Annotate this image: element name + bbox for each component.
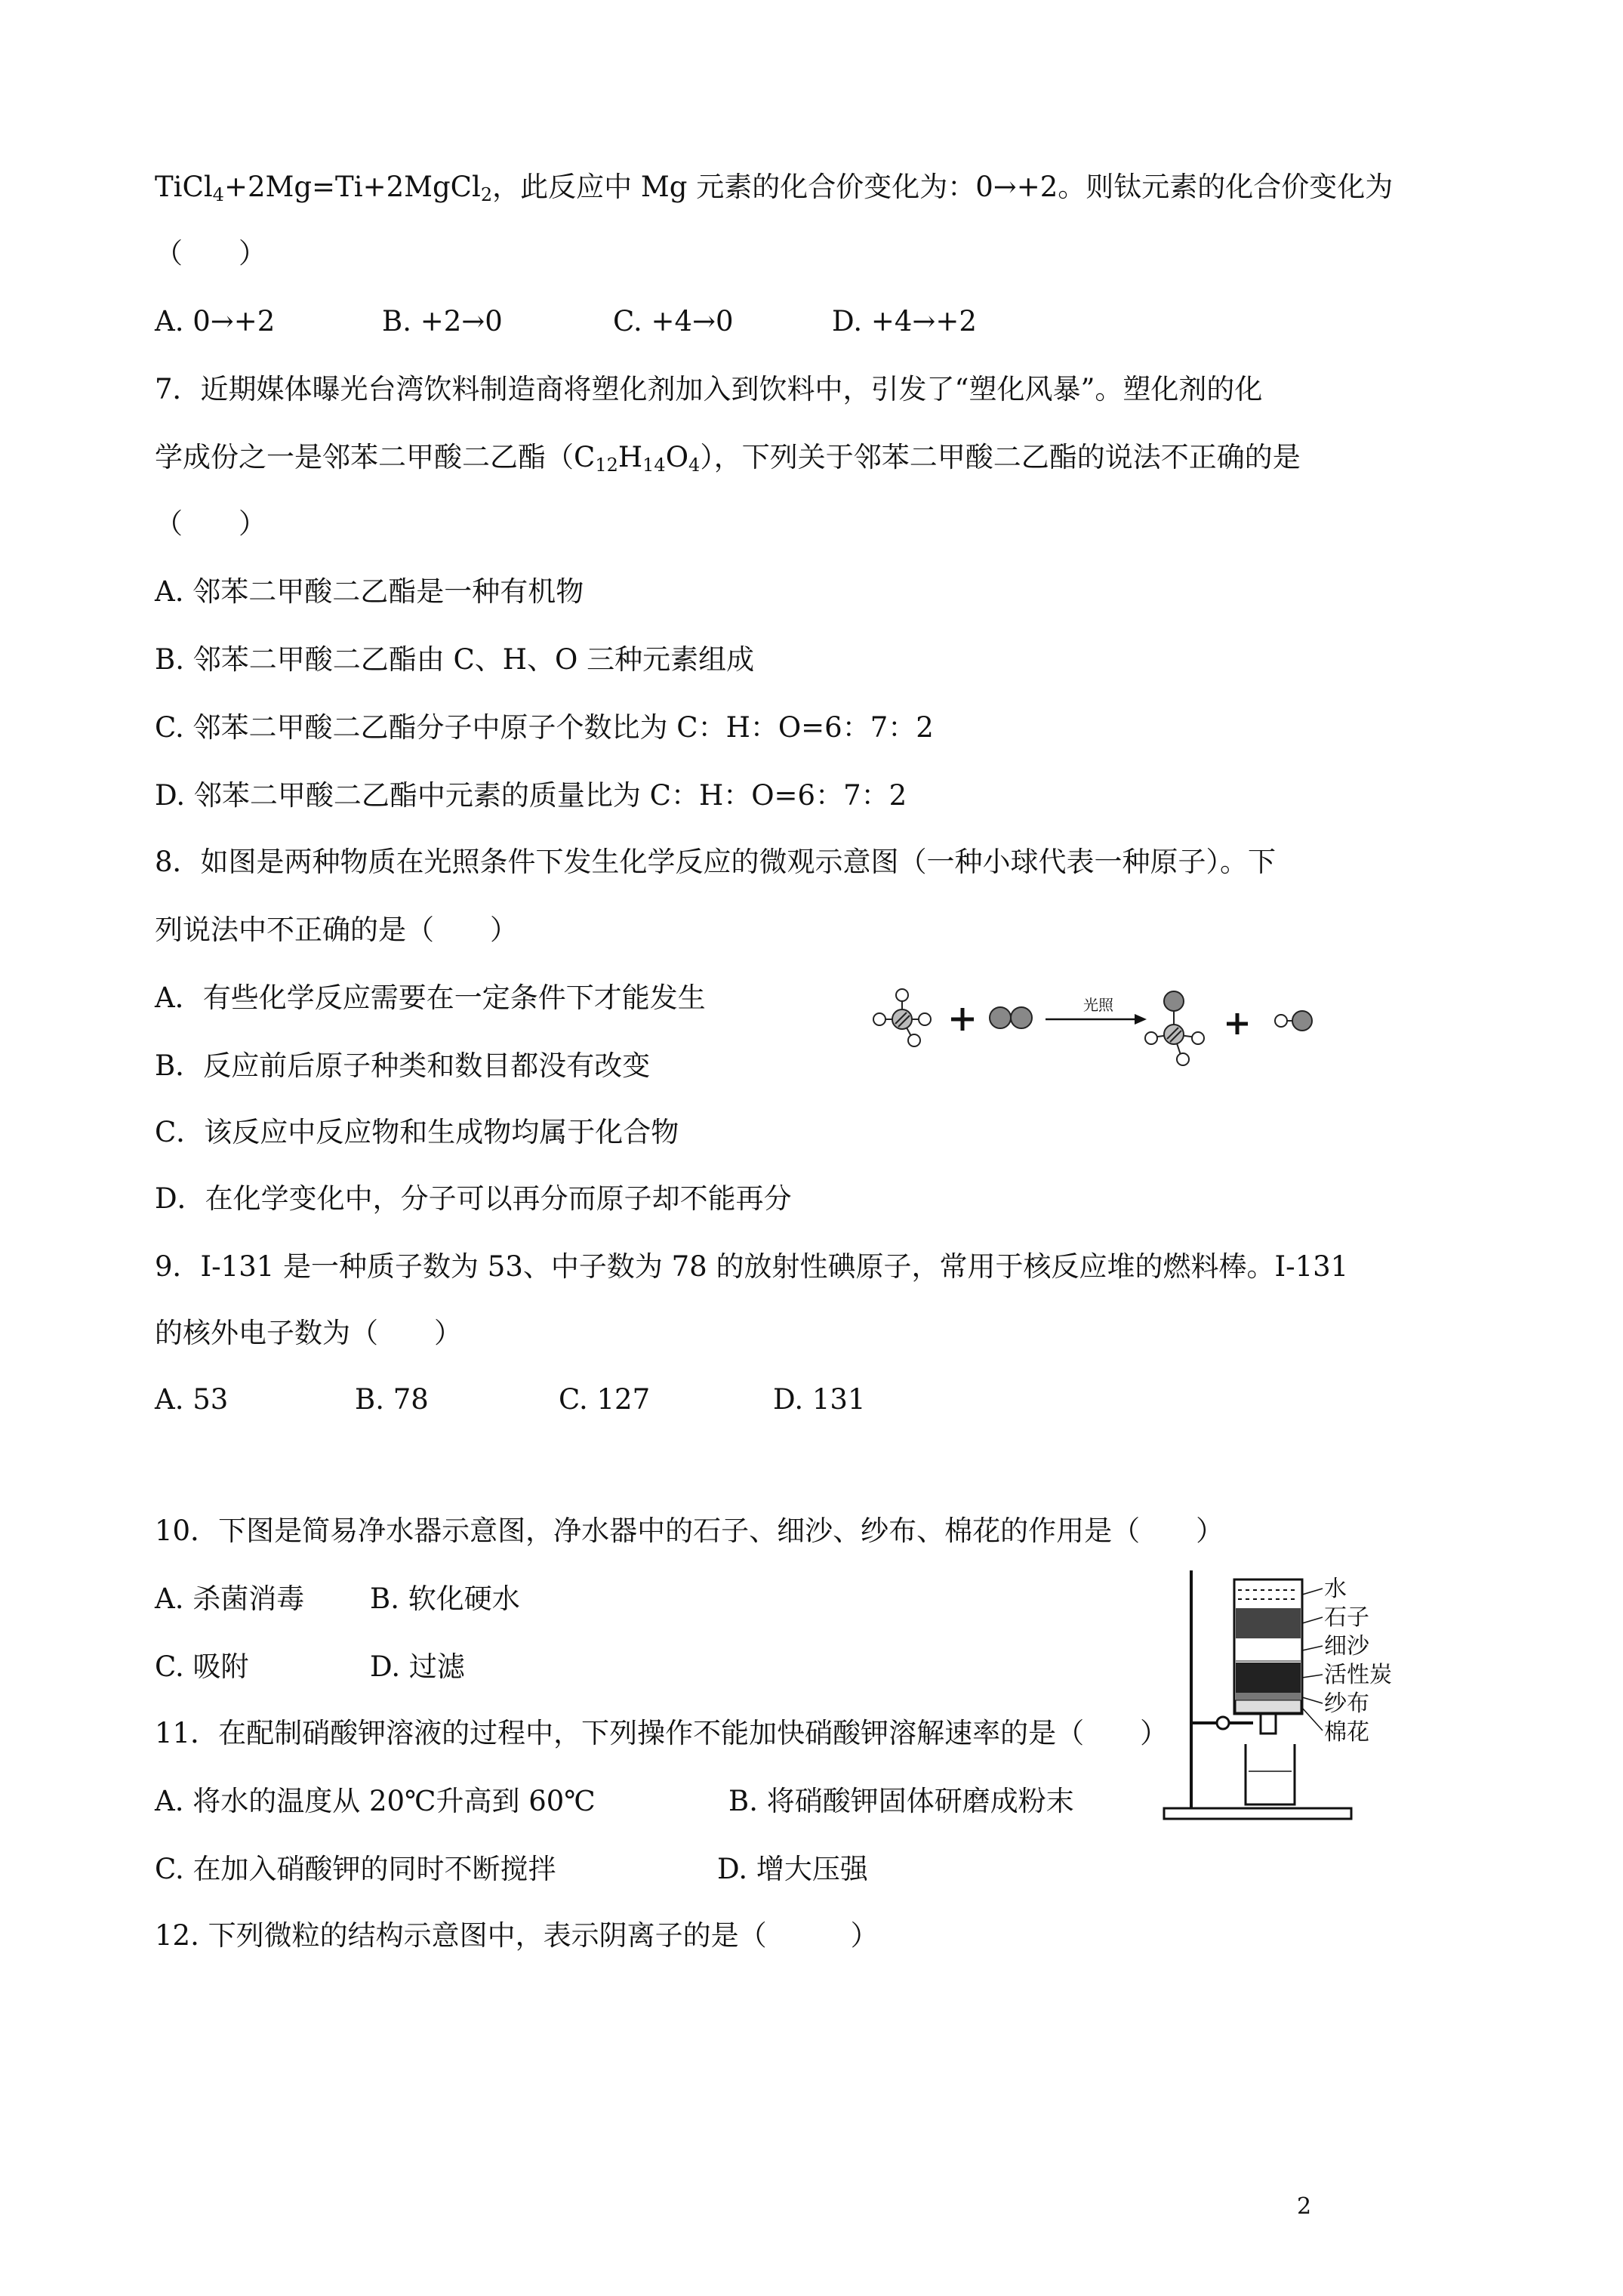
q10-stem: 10．下图是简易净水器示意图，净水器中的石子、细沙、纱布、棉花的作用是（ ） bbox=[155, 1515, 1224, 1547]
label-stones: 石子 bbox=[1324, 1604, 1369, 1631]
label-sand: 细沙 bbox=[1324, 1633, 1369, 1660]
product-molecule-1 bbox=[1145, 991, 1204, 1065]
q6-answer-paren: （ ） bbox=[155, 237, 266, 270]
q9-option-b: B. 78 bbox=[355, 1383, 429, 1416]
q6-option-b: B. +2→0 bbox=[382, 305, 503, 337]
product-molecule-2 bbox=[1275, 1011, 1312, 1031]
plus-sign-2 bbox=[1227, 1013, 1248, 1034]
q11-option-a: A. 将水的温度从 20℃升高到 60℃ bbox=[155, 1785, 596, 1817]
q8-stem-line2: 列说法中不正确的是（ ） bbox=[155, 914, 518, 946]
q9-option-a: A. 53 bbox=[155, 1383, 229, 1416]
q6-stem: TiCl$_4$+2Mg=Ti+2MgCl$_2$，此反应中 Mg 元素的化合价变化为：0→+2。则钛元素的化合价变化为 bbox=[155, 171, 1394, 205]
layer-stones bbox=[1236, 1608, 1301, 1638]
q8-stem-line1: 8．如图是两种物质在光照条件下发生化学反应的微观示意图（一种小球代表一种原子）。下 bbox=[155, 846, 1277, 878]
q10-option-d: D. 过滤 bbox=[370, 1650, 465, 1683]
stand-base bbox=[1164, 1808, 1351, 1819]
layer-cotton bbox=[1236, 1700, 1301, 1712]
q11-option-c: C. 在加入硝酸钾的同时不断搅拌 bbox=[155, 1853, 556, 1885]
reaction-diagram-svg bbox=[857, 974, 1325, 1087]
q9-option-d: D. 131 bbox=[773, 1383, 866, 1416]
reaction-diagram bbox=[857, 974, 1325, 1087]
label-water: 水 bbox=[1324, 1576, 1347, 1602]
q8-option-d: D．在化学变化中，分子可以再分而原子却不能再分 bbox=[155, 1182, 792, 1215]
q11-option-d: D. 增大压强 bbox=[717, 1853, 868, 1885]
q10-option-a: A. 杀菌消毒 bbox=[155, 1583, 305, 1615]
label-cotton: 棉花 bbox=[1324, 1719, 1369, 1746]
label-gauze: 纱布 bbox=[1324, 1690, 1369, 1717]
q6-option-a: A. 0→+2 bbox=[155, 305, 276, 337]
clamp-knob bbox=[1217, 1717, 1229, 1729]
layer-gauze bbox=[1236, 1693, 1301, 1700]
reaction-condition-label: 光照 bbox=[1083, 996, 1113, 1014]
q7-stem-line1: 7．近期媒体曝光台湾饮料制造商将塑化剂加入到饮料中，引发了“塑化风暴”。塑化剂的化 bbox=[155, 373, 1263, 405]
q9-stem-line1: 9．I-131 是一种质子数为 53、中子数为 78 的放射性碘原子，常用于核反应堆的燃料棒。I-131 bbox=[155, 1250, 1349, 1283]
q11-option-b: B. 将硝酸钾固体研磨成粉末 bbox=[728, 1785, 1074, 1817]
reactant-molecule-1 bbox=[873, 989, 931, 1046]
q8-option-c: C．该反应中反应物和生成物均属于化合物 bbox=[155, 1116, 679, 1148]
layer-carbon bbox=[1236, 1663, 1301, 1693]
q8-option-a: A．有些化学反应需要在一定条件下才能发生 bbox=[155, 982, 706, 1014]
q8-option-b: B．反应前后原子种类和数目都没有改变 bbox=[155, 1049, 651, 1082]
q7-option-b: B. 邻苯二甲酸二乙酯由 C、H、O 三种元素组成 bbox=[155, 643, 755, 676]
q6-option-c: C. +4→0 bbox=[613, 305, 734, 337]
q11-stem: 11．在配制硝酸钾溶液的过程中，下列操作不能加快硝酸钾溶解速率的是（ ） bbox=[155, 1717, 1169, 1749]
q10-option-b: B. 软化硬水 bbox=[370, 1583, 520, 1615]
beaker bbox=[1246, 1744, 1295, 1804]
q9-stem-line2: 的核外电子数为（ ） bbox=[155, 1317, 462, 1349]
water-purifier-svg bbox=[1163, 1563, 1397, 1827]
water-purifier-diagram bbox=[1163, 1563, 1397, 1827]
layer-sand bbox=[1236, 1638, 1301, 1661]
q7-option-d: D. 邻苯二甲酸二乙酯中元素的质量比为 C：H：O=6：7：2 bbox=[155, 779, 907, 812]
q7-answer-paren: （ ） bbox=[155, 507, 266, 540]
q7-option-c: C. 邻苯二甲酸二乙酯分子中原子个数比为 C：H：O=6：7：2 bbox=[155, 711, 934, 744]
label-carbon: 活性炭 bbox=[1324, 1662, 1392, 1688]
outlet-tube bbox=[1261, 1714, 1276, 1734]
page-number: 2 bbox=[1297, 2193, 1312, 2220]
plus-sign-1 bbox=[951, 1008, 974, 1031]
q6-option-d: D. +4→+2 bbox=[832, 305, 977, 337]
q7-stem-line2: 学成份之一是邻苯二甲酸二乙酯$(C_{12}H_{14}O_4)$，下列关于邻苯二甲酸二乙酯的说法不正确的是 bbox=[155, 441, 1301, 476]
q7-option-a: A. 邻苯二甲酸二乙酯是一种有机物 bbox=[155, 575, 584, 608]
reaction-arrow bbox=[1046, 1014, 1147, 1025]
q12-stem: 12. 下列微粒的结构示意图中，表示阴离子的是（ ） bbox=[155, 1919, 879, 1952]
q9-option-c: C. 127 bbox=[559, 1383, 651, 1416]
q10-option-c: C. 吸附 bbox=[155, 1650, 249, 1683]
reactant-molecule-2 bbox=[990, 1007, 1032, 1028]
